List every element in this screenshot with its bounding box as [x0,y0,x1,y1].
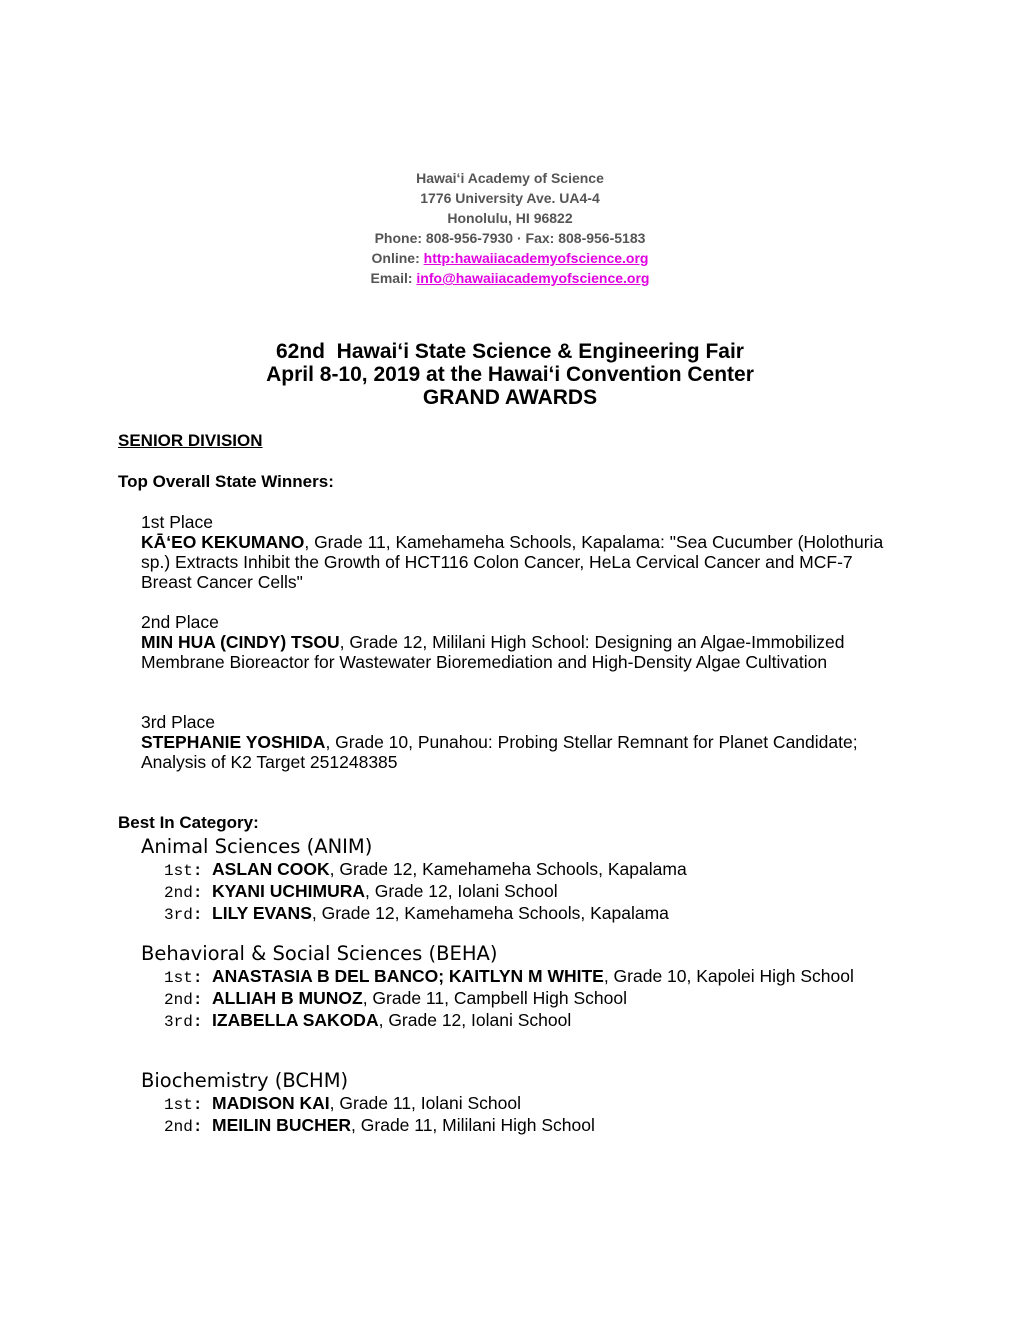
org-phone-fax: Phone: 808-956-7930 · Fax: 808-956-5183 [374,230,646,246]
winner-details: , Grade 10, Punahou: Probing Stellar Remnant for Planet Candidate; Analysis of K2 Target 251248385 [141,732,858,772]
org-address-2: Honolulu, HI 96822 [447,210,573,226]
top-winner-3 [141,712,901,772]
title-line-1: 62nd Hawai‘i State Science & Engineering Fair [276,340,744,363]
award-details: , Grade 12, Kamehameha Schools, Kapalama [311,903,669,923]
rank-label: 1st: [164,969,213,987]
document-title [0,340,1020,409]
awardee-name: ALLIAH B MUNOZ [212,988,363,1008]
rank-label: 1st: [164,862,213,880]
award-row [164,966,904,988]
org-address-1: 1776 University Ave. UA4-4 [420,190,600,206]
place-label: 2nd Place [141,612,219,632]
division-heading: SENIOR DIVISION [118,431,263,450]
rank-label: 2nd: [164,1118,213,1136]
place-label: 1st Place [141,512,213,532]
award-row [164,859,904,881]
website-link[interactable]: http:hawaiiacademyofscience.org [423,250,649,266]
award-row [164,988,904,1010]
place-label: 3rd Place [141,712,215,732]
title-line-2: April 8-10, 2019 at the Hawai‘i Convention Center [266,363,754,386]
award-details: , Grade 10, Kapolei High School [603,966,854,986]
award-details: , Grade 11, Campbell High School [362,988,627,1008]
top-winners-heading: Top Overall State Winners: [118,472,334,491]
category-title: Animal Sciences (ANIM) [141,835,373,858]
email-label: Email: [370,270,417,286]
award-details: , Grade 12, Iolani School [378,1010,572,1030]
org-email [0,268,1020,288]
awardee-name: ASLAN COOK [212,859,330,879]
top-winner-2 [141,612,901,672]
category-awards [164,966,904,1032]
category-awards [164,1093,904,1137]
awardee-name: KYANI UCHIMURA [212,881,365,901]
title-line-3: GRAND AWARDS [422,386,598,409]
online-label: Online: [371,250,424,266]
rank-label: 2nd: [164,884,213,902]
winner-name: STEPHANIE YOSHIDA [141,732,326,752]
award-details: , Grade 12, Kamehameha Schools, Kapalama [329,859,687,879]
winner-entry [141,632,901,672]
awardee-name: MEILIN BUCHER [212,1115,352,1135]
category-title: Behavioral & Social Sciences (BEHA) [141,942,498,965]
winner-details: , Grade 11, Kamehameha Schools, Kapalama: "Sea Cucumber (Holothuria sp.) Extracts Inhibit the Growth of HCT116 Colon Cancer, HeLa Cervical Cancer and MCF-7 Breast Cancer Cells" [141,532,884,592]
rank-label: 3rd: [164,1013,213,1031]
award-details: , Grade 12, Iolani School [365,881,558,901]
org-name: Hawai‘i Academy of Science [416,170,604,186]
winner-entry [141,732,901,772]
award-row [164,903,904,925]
org-online [0,248,1020,268]
rank-label: 1st: [164,1096,213,1114]
awardee-name: IZABELLA SAKODA [212,1010,379,1030]
award-row [164,1093,904,1115]
winner-entry [141,532,901,592]
award-row [164,1115,904,1137]
award-details: , Grade 11, Mililani High School [351,1115,595,1135]
awardee-name: ANASTASIA B DEL BANCO; KAITLYN M WHITE [212,966,604,986]
email-link[interactable]: info@hawaiiacademyofscience.org [416,270,650,286]
rank-label: 3rd: [164,906,213,924]
org-header [0,168,1020,288]
awardee-name: LILY EVANS [212,903,312,923]
best-in-category-heading: Best In Category: [118,813,259,832]
award-details: , Grade 11, Iolani School [329,1093,521,1113]
awardee-name: MADISON KAI [212,1093,330,1113]
category-awards [164,859,904,925]
award-row [164,1010,904,1032]
category-title: Biochemistry (BCHM) [141,1069,349,1092]
award-row [164,881,904,903]
top-winner-1 [141,512,901,592]
winner-name: KĀ‘EO KEKUMANO [141,532,305,552]
rank-label: 2nd: [164,991,213,1009]
winner-name: MIN HUA (CINDY) TSOU [141,632,340,652]
winner-details: , Grade 12, Mililani High School: Designing an Algae-Immobilized Membrane Bioreactor for Wastewater Bioremediation and High-Density Algae Cultivation [141,632,845,672]
